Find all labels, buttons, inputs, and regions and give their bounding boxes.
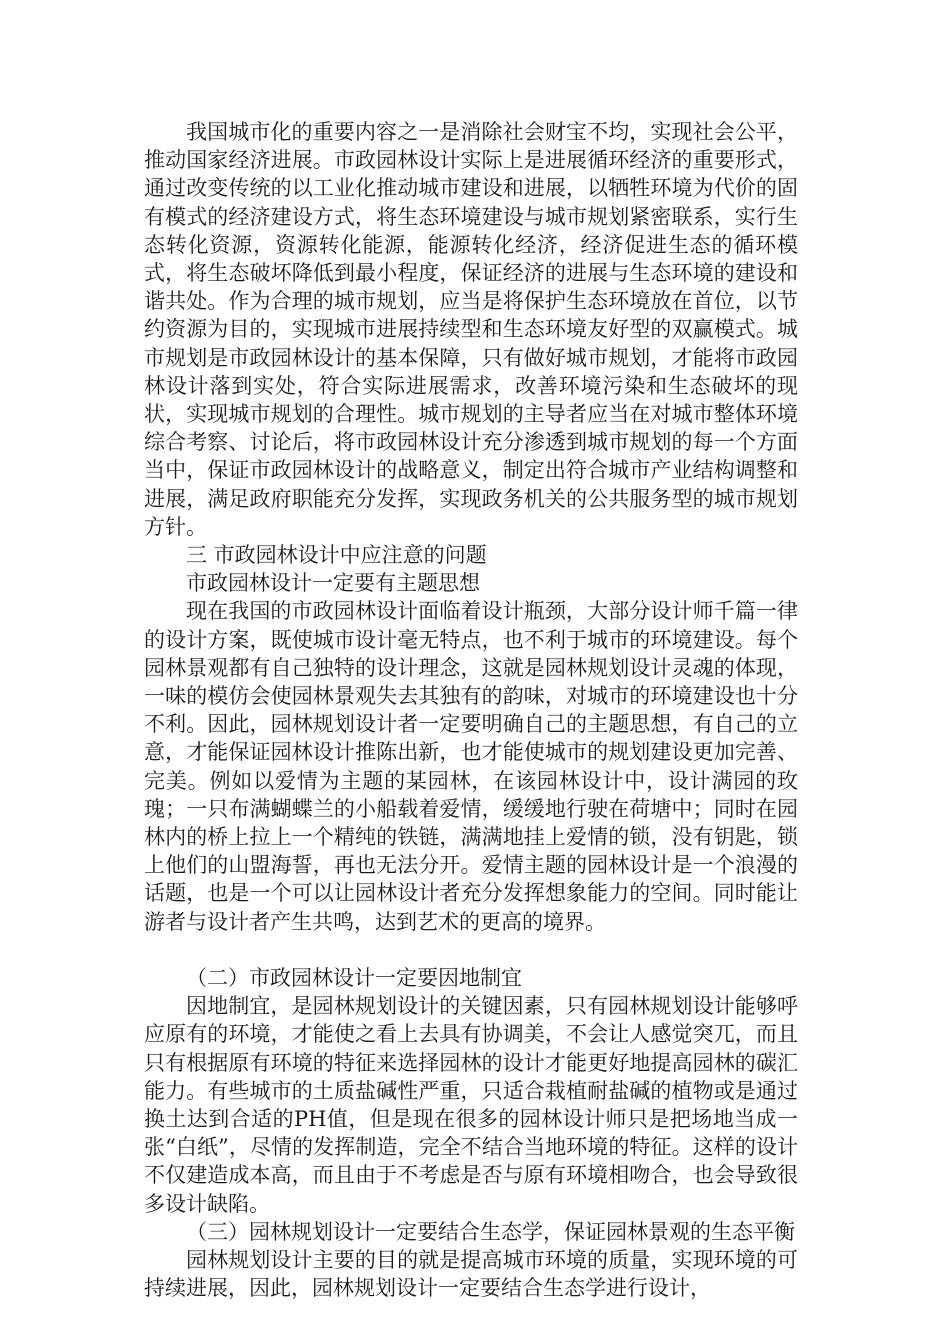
subheading-local-conditions: （二）市政园林设计一定要因地制宜 (186, 965, 522, 990)
paragraph-urban-planning: 我国城市化的重要内容之一是消除社会财宝不均，实现社会公平，推动国家经济进展。市政园林设计实际上是进展循环经济的重要形式，通过改变传统的以工业化推动城市建设和进展，以牺牲环境为代价的固有模式的经济建设方式，将生态环境建设与城市规划紧密联系，实行生态转化资源，资源转化能源，能源转化经济，经济促进生态的循环模式，将生态破坏降低到最小程度，保证经济的进展与生态环境的建设和谐共处。作为合理的城市规划，应当是将保护生态环境放在首位，以节约资源为目的，实现城市进展持续型和生态环境友好型的双赢模式。城市规划是市政园林设计的基本保障，只有做好城市规划，才能将市政园林设计落到实处，符合实际进展需求，改善环境污染和生态破坏的现状，实现城市规划的合理性。城市规划的主导者应当在对城市整体环境综合考察、讨论后，将市政园林设计充分渗透到城市规划的每一个方面当中，保证市政园林设计的战略意义，制定出符合城市产业结构调整和进展，满足政府职能充分发挥，实现政务机关的公共服务型的城市规划方针。 (144, 120, 798, 539)
paragraph-ecology: 园林规划设计主要的目的就是提高城市环境的质量，实现环境的可持续进展，因此，园林规划设计一定要结合生态学进行设计， (144, 1247, 798, 1301)
subheading-theme: 市政园林设计一定要有主题思想 (186, 571, 480, 596)
subheading-ecology: （三）园林规划设计一定要结合生态学，保证园林景观的生态平衡 (186, 1219, 795, 1244)
section-3-heading: 三 市政园林设计中应注意的问题 (186, 543, 487, 568)
paragraph-local-conditions: 因地制宜，是园林规划设计的关键因素，只有园林规划设计能够呼应原有的环境，才能使之看上去具有协调美，不会让人感觉突兀，而且只有根据原有环境的特征来选择园林的设计才能更好地提高园林的碳汇能力。有些城市的土质盐碱性严重，只适合栽植耐盐碱的植物或是通过换土达到合适的PH值，但是现在很多的园林设计师只是把场地当成一张“白纸”，尽情的发挥制造，完全不结合当地环境的特征。这样的设计不仅建造成本高，而且由于不考虑是否与原有环境相吻合，也会导致很多设计缺陷。 (144, 994, 798, 1216)
paragraph-theme: 现在我国的市政园林设计面临着设计瓶颈，大部分设计师千篇一律的设计方案，既使城市设计毫无特点，也不利于城市的环境建设。每个园林景观都有自己独特的设计理念，这就是园林规划设计灵魂的体现，一味的模仿会使园林景观失去其独有的韵味，对城市的环境建设也十分不利。因此，园林规划设计者一定要明确自己的主题思想，有自己的立意，才能保证园林设计推陈出新，也才能使城市的规划建设更加完善、完美。例如以爱情为主题的某园林，在该园林设计中，设计满园的玫瑰；一只布满蝴蝶兰的小船载着爱情，缓缓地行驶在荷塘中；同时在园林内的桥上拉上一个精纯的铁链，满满地挂上爱情的锁，没有钥匙，锁上他们的山盟海誓，再也无法分开。爱情主题的园林设计是一个浪漫的话题，也是一个可以让园林设计者充分发挥想象能力的空间。同时能让游者与设计者产生共鸣，达到艺术的更高的境界。 (144, 599, 798, 934)
paragraph-gap (144, 936, 798, 964)
document-page (144, 118, 798, 1302)
